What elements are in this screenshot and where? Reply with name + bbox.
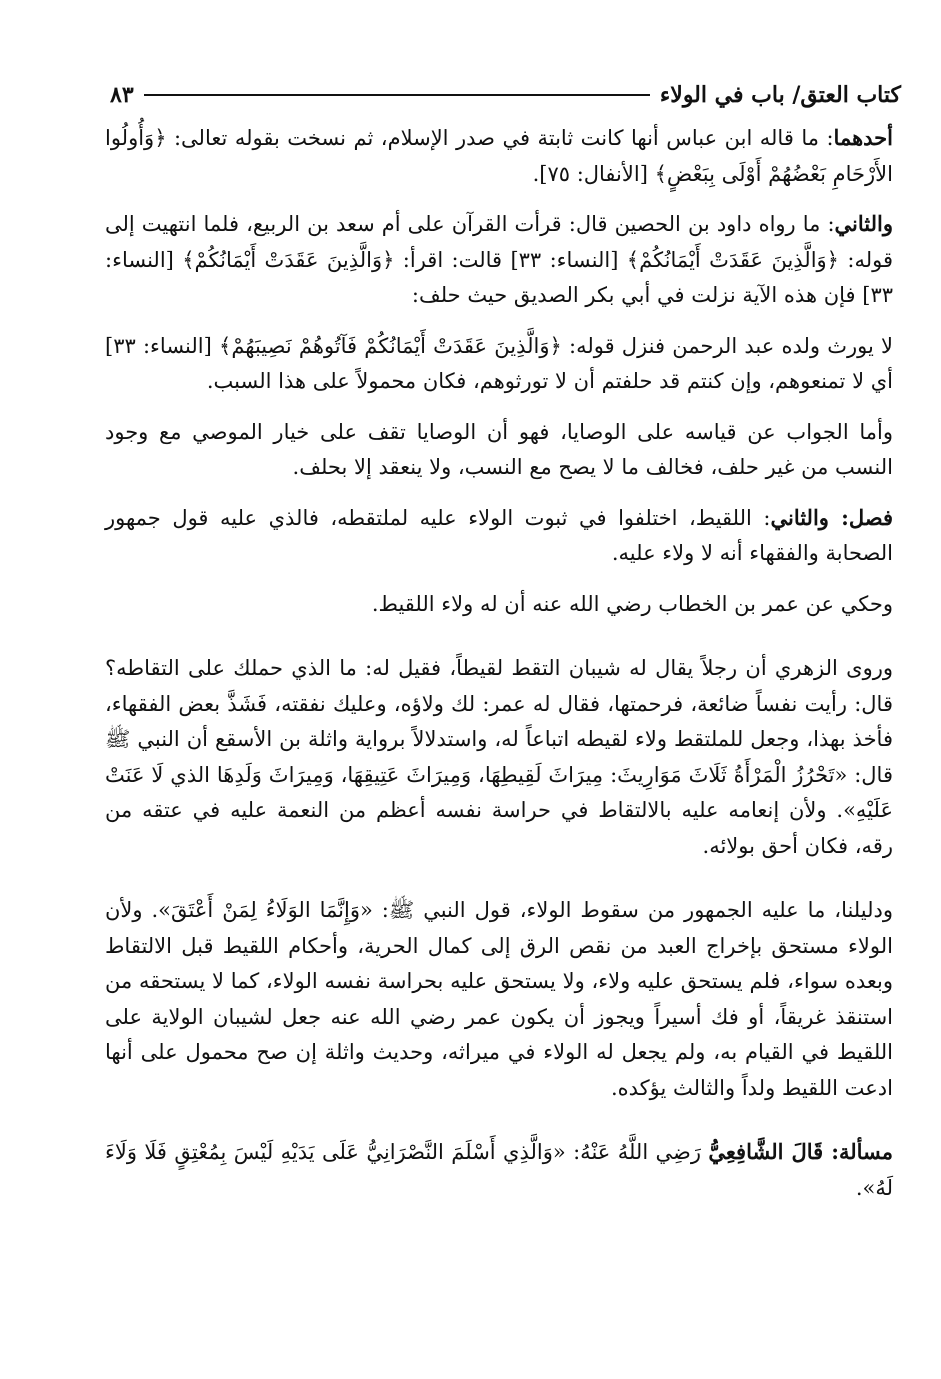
paragraph-text: : ما رواه داود بن الحصين قال: قرأت القرآن على أم سعد بن الربيع، فلما انتهيت إلى قوله: ﴿وَالَّذِينَ عَقَدَتْ أَيْمَانُكُمْ﴾ [النساء: ٣٣] قالت: اقرأ: ﴿وَالَّذِينَ عَقَدَتْ أَيْمَانُكُمْ﴾ [النساء: ٣٣] فإن هذه الآية نزلت في أبي بكر الصديق حيث حلف: — [105, 212, 893, 307]
paragraph-text: رَضِي اللَّهُ عَنْهُ: «وَالَّذِي أَسْلَمَ النَّصْرَانِيُّ عَلَى يَدَيْهِ لَيْسَ بِمُعْتِقٍ فَلَا وَلَاءَ لَهُ». — [105, 1140, 893, 1200]
paragraph — [105, 120, 893, 192]
paragraph — [105, 414, 893, 486]
paragraph-lead: مسألة: قَالَ الشَّافِعِيُّ — [708, 1139, 893, 1164]
paragraph — [105, 650, 893, 864]
paragraph — [105, 206, 893, 314]
header-rule — [144, 94, 650, 96]
paragraph — [105, 328, 893, 400]
paragraph — [105, 500, 893, 572]
paragraph — [105, 892, 893, 1106]
paragraph-text: وحكي عن عمر بن الخطاب رضي الله عنه أن له ولاء اللقيط. — [371, 591, 893, 616]
paragraph-lead: والثاني — [834, 211, 893, 236]
paragraph-text: : ما قاله ابن عباس أنها كانت ثابتة في صدر الإسلام، ثم نسخت بقوله تعالى: ﴿وَأُولُوا الأَرْحَامِ بَعْضُهُمْ أَوْلَى بِبَعْضٍ﴾ [الأنفال: ٧٥]. — [105, 126, 893, 186]
paragraph — [105, 586, 893, 623]
page-body — [105, 120, 893, 1220]
paragraph — [105, 1134, 893, 1206]
paragraph-lead: أحدهما — [833, 125, 893, 150]
paragraph-text: لا يورث ولده عبد الرحمن فنزل قوله: ﴿وَالَّذِينَ عَقَدَتْ أَيْمَانُكُمْ فَآتُوهُمْ نَصِيبَهُمْ﴾ [النساء: ٣٣] أي لا تمنعوهم، وإن كنتم قد حلفتم أن لا تورثوهم، فكان محمولاً على هذا السبب. — [105, 333, 893, 393]
paragraph-text: وأما الجواب عن قياسه على الوصايا، فهو أن الوصايا تقف على خيار الموصي مع وجود النسب من غير حلف، فخالف ما لا يصح مع النسب، ولا ينعقد إلا بحلف. — [105, 419, 893, 479]
page-number: ٨٣ — [110, 82, 134, 108]
chapter-title: كتاب العتق/ باب في الولاء — [659, 82, 901, 108]
running-header — [110, 78, 901, 112]
paragraph-text: ودليلنا، ما عليه الجمهور من سقوط الولاء، قول النبي ﷺ: «وَإِنَّمَا الوَلَاءُ لِمَنْ أَعْتَقَ». ولأن الولاء مستحق بإخراج العبد من نقص الرق إلى كمال الحرية، وأحكام اللقيط قبل الالتقاط وبعده سواء، فلم يستحق عليه ولاء، ولا يستحق عليه بحراسة نفسه الولاء، كما لا يستحقه من استنقذ غريقاً، أو فك أسيراً ويجوز أن يكون عمر رضي الله عنه جعل لشيبان الولاية على اللقيط في القيام به، ولم يجعل له الولاء في ميراثه، وحديث واثلة إن صح محمول على أنها ادعت اللقيط ولداً والثالث يؤكده. — [105, 898, 893, 1100]
paragraph-lead: فصل: والثاني — [770, 504, 893, 530]
paragraph-text: : اللقيط، اختلفوا في ثبوت الولاء عليه لملتقطه، فالذي عليه قول جمهور الصحابة والفقهاء أنه لا ولاء عليه. — [105, 505, 893, 565]
paragraph-text: وروى الزهري أن رجلاً يقال له شيبان التقط لقيطاً، فقيل له: ما الذي حملك على التقاطه؟ قال: رأيت نفساً ضائعة، فرحمتها، فقال له عمر: لك ولاؤه، وعليك نفقته، فَشَذَّ بعض الفقهاء، فأخذ بهذا، وجعل للملتقط ولاء لقيطه اتباعاً له، واستدلالاً برواية واثلة بن الأسقع أن النبي ﷺ قال: «تَحْرُزُ الْمَرْأَةُ ثَلَاثَ مَوَارِيثَ: مِيرَاثَ لَقِيطِهَا، وَمِيرَاثَ عَتِيقِهَا، وَمِيرَاثَ وَلَدِهَا الذي لَا عَنَتْ عَلَيْهِ». ولأن إنعامه عليه بالالتقاط في حراسة نفسه أعظم من النعمة عليه في عتقه من رقه، فكان أحق بولائه. — [105, 656, 893, 858]
